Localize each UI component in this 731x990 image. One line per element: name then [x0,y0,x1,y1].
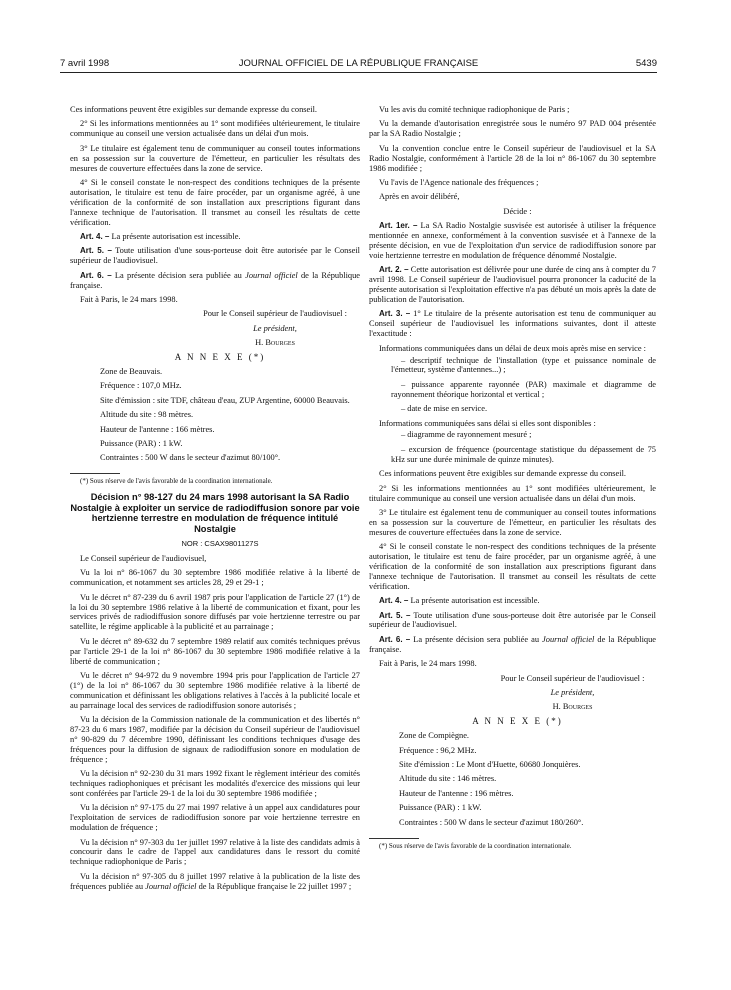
visa-paragraph: Vu la décision n° 97-305 du 8 juillet 1997 relative à la publication de la liste des fréquences publiée au Journal officiel de la République française le 22 juillet 1997 ; [70,871,360,891]
article-label: Art. 5. – [80,246,112,256]
article-text: Cette autorisation est délivrée pour une durée de cinq ans à compter du 7 avril 1998. Le Conseil supérieur de l'audiovisuel pourra prononcer la caducité de la présente autorisation si l'exploitation effective n'a pas débuté un mois après la date de publication de l'autorisation. [369,265,656,304]
article-2 [369,265,656,305]
annexe-block [369,731,656,827]
text-line: Vu la décision n° 97-303 du 1er juillet 1997 relative à la liste des candidats admis à concourir dans le cadre de l'appel aux candidatures dans le ressort du comité technique radiophonique de Paris ; [70,837,360,867]
text-line: Vu les avis du comité technique radiophonique de Paris ; [379,105,570,114]
article-text: 1° Le titulaire de la présente autorisation est tenu de communiquer au Conseil supérieur de l'audiovisuel les informations suivantes, dont il atteste l'exactitude : [369,309,656,339]
article-text: La présente décision sera publiée au [111,270,246,280]
journal-link-text: Journal officiel [245,270,298,280]
text-line: Vu le décret n° 89-632 du 7 septembre 1989 relatif aux comités techniques prévus par l'article 29-1 de la loi n° 86-1067 du 30 septembre 1986 modifiée relative à la liberté de communication ; [70,636,360,666]
article-text: Toute utilisation d'une sous-porteuse doit être autorisée par le Conseil supérieur de l'audiovisuel. [70,246,361,266]
text-line: Puissance (PAR) : 1 kW. [399,803,482,813]
text-line: Altitude du site : 98 mètres. [100,410,194,420]
article-label: Art. 6. – [80,270,112,280]
text-line: Hauteur de l'antenne : 196 mètres. [399,788,514,798]
text-line: Contraintes : 500 W dans le secteur d'azimut 180/260°. [399,817,584,827]
info-intro: Informations communiquées sans délai si elles sont disponibles : [379,418,596,428]
footnote: (*) Sous réserve de l'avis favorable de la coordination internationale. [80,477,273,486]
article-text: La SA Radio Nostalgie susvisée est autorisée à utiliser la fréquence mentionnée en annexe, conformément à la convention susvisée et à l'annexe de la présente décision, en vue de l'exploitation d'un service de radiodiffusion sonore par voie hertzienne terrestre en modulation de fréquence dénommé Nostalgie. [369,221,657,260]
text-line: Hauteur de l'antenne : 166 mètres. [100,424,215,434]
article-label: Art. 4. – [379,596,409,606]
text-line: – date de mise en service. [401,404,488,414]
article-text: La présente autorisation est incessible. [408,596,540,606]
paragraph: 4° Si le conseil constate le non-respect des conditions techniques de la présente autorisation, le titulaire est tenu de faire procéder, par un organisme agréé, à une vérification de la conformité de son installation aux prescriptions figurant dans l'annexe technique de l'autorisation. Il transmet au conseil les résultats de cette vérification. [70,177,360,227]
text-line: Le Conseil supérieur de l'audiovisuel, [80,553,207,563]
article-text: La présente décision sera publiée au [410,634,543,644]
article-6 [369,635,656,655]
article-text: de la République française. [70,270,361,290]
article-3 [369,309,656,339]
header-date: 7 avril 1998 [60,58,110,69]
article-text: La présente autorisation est incessible. [109,231,241,241]
text-line: Zone de Beauvais. [100,367,163,377]
text-line: Site d'émission : site TDF, château d'eau, ZUP Argentine, 60000 Beauvais. [100,395,350,405]
text-line: Vu la décision n° 97-175 du 27 mai 1997 relative à un appel aux candidatures pour l'exploitation de services de radiodiffusion sonore par voie hertzienne terrestre en modulation de fréquence ; [70,803,360,833]
info-list [369,356,656,415]
text-line: Vu l'avis de l'Agence nationale des fréquences ; [379,177,539,187]
text-line: Vu la demande d'autorisation enregistrée sous le numéro 97 PAD 004 présentée par la SA Radio Nostalgie ; [369,119,656,139]
article-label: Art. 4. – [80,231,110,241]
paragraph: 4° Si le conseil constate le non-respect des conditions techniques de la présente autorisation, le titulaire est tenu de faire procéder, par un organisme agréé, à une vérification de la conformité de son installation aux prescriptions figurant dans l'annexe technique de l'autorisation. Il transmet au conseil les résultats de cette vérification. [369,542,656,591]
text-line: Vu la loi n° 86-1067 du 30 septembre 1986 modifiée relative à la liberté de communication, et notamment ses articles 28, 29 et 29-1 ; [70,568,360,588]
info-intro: Informations communiquées dans un délai de deux mois après mise en service : [379,343,646,353]
article-label: Art. 5. – [379,610,411,620]
visas-block [70,554,360,867]
text-line: Vu la convention conclue entre le Conseil supérieur de l'audiovisuel et la SA Radio Nostalgie, conformément à l'article 28 de la loi n° 86-1067 du 30 septembre 1986 modifiée ; [369,143,656,173]
left-column [70,105,360,892]
annexe-heading: A N N E X E (*) [472,715,563,726]
article-5 [369,611,656,631]
article-text: Toute utilisation d'une sous-porteuse doit être autorisée par le Conseil supérieur de l'audiovisuel. [369,610,657,630]
paragraph: Ces informations peuvent être exigibles sur demande expresse du conseil. [379,469,626,479]
paragraph: 2° Si les informations mentionnées au 1° sont modifiées ultérieurement, le titulaire communique au conseil une version actualisée dans un délai d'un mois. [369,483,656,503]
signature-line: Pour le Conseil supérieur de l'audiovisuel : [500,673,645,683]
text-line: Contraintes : 500 W dans le secteur d'azimut 80/100°. [100,453,281,463]
text-line: – excursion de fréquence (pourcentage statistique du dépassement de 75 kHz sur une durée minimale de quinze minutes). [391,444,656,464]
header-rule [60,72,657,73]
decision-title: Décision n° 98-127 du 24 mars 1998 autorisant la SA Radio Nostalgie à exploiter un service de radiodiffusion sonore par voie hertzienne terrestre en modulation de fréquence intitulé Nostalgie [70,491,360,535]
article-5 [70,246,360,266]
right-column [369,105,656,856]
fait-date: Fait à Paris, le 24 mars 1998. [80,295,178,304]
text-line: Puissance (PAR) : 1 kW. [100,439,183,449]
visas-block [369,105,656,202]
text-line: Vu le décret n° 94-972 du 9 novembre 1994 pris pour l'application de l'article 27 (1°) de la loi n° 86-1067 du 30 septembre 1986 modifiée relative à la liberté de communication et définissant les obligations relatives à l'accès à la publicité locale et au parrainage local des services de radiodiffusion sonore autorisés ; [70,670,360,710]
text-line: Vu le décret n° 87-239 du 6 avril 1987 pris pour l'application de l'article 27 (1°) de la loi du 30 septembre 1986 relative à la liberté de communication et fixant, pour les services privés de radiodiffusion sonore diffusés par voie hertzienne terrestre ou par satellite, le régime applicable à la publicité et au parrainage ; [70,592,360,632]
article-1 [369,221,656,261]
text-line: Fréquence : 107,0 MHz. [100,381,182,391]
text-line: Vu la décision de la Commission nationale de la communication et des libertés n° 87-23 du 6 mars 1987, modifiée par la décision du Conseil supérieur de l'audiovisuel n° 90-829 du 7 décembre 1990, définissant les conditions techniques d'usage des fréquences pour la diffusion de signaux de radiodiffusion sonore en modulation de fréquence ; [70,715,360,764]
article-6 [70,271,360,291]
paragraph: Ces informations peuvent être exigibles sur demande expresse du conseil. [70,105,317,114]
article-4 [369,596,656,606]
nor-reference: NOR : CSAX9801127S [181,539,259,549]
annexe-heading: A N N E X E (*) [174,351,266,362]
text-line: Vu la décision n° 92-230 du 31 mars 1992 fixant le règlement intérieur des comités techniques radiophoniques et précisant les modalités d'exercice des missions qui leur sont conférées par l'article 29-1 de la loi du 30 septembre 1986 modifiée ; [70,769,360,798]
info-list [369,430,656,464]
paragraph: 3° Le titulaire est également tenu de communiquer au conseil toutes informations en sa possession sur la couverture de l'émetteur, en particulier les résultats des mesures de couverture effectuées dans la zone de service. [70,143,360,173]
article-label: Art. 1er. – [379,221,418,231]
text-line: Fréquence : 96,2 MHz. [399,745,477,755]
text-line: Site d'émission : Le Mont d'Huette, 60680 Jonquières. [399,760,581,770]
signature-name: H. Bourges [552,702,593,712]
text-line: – descriptif technique de l'installation (type et puissance nominale de l'émetteur, système d'antennes...) ; [391,355,656,375]
footnote-rule [369,838,419,839]
signature-name: H. Bourges [255,338,295,348]
article-label: Art. 6. – [379,634,411,644]
header-page-number: 5439 [635,58,657,69]
article-label: Art. 2. – [379,265,409,275]
article-text: de la République française. [369,634,657,654]
paragraph: 3° Le titulaire est également tenu de communiquer au conseil toutes informations en sa possession sur la couverture de l'émetteur, en particulier les résultats des mesures de couverture effectuées dans la zone de service. [369,507,656,537]
header-journal-title: JOURNAL OFFICIEL DE LA RÉPUBLIQUE FRANÇAISE [238,58,479,69]
fait-date: Fait à Paris, le 24 mars 1998. [379,659,477,669]
text-line: – puissance apparente rayonnée (PAR) maximale et diagramme de rayonnement théorique horizontal et vertical ; [391,379,656,399]
text-line: – diagramme de rayonnement mesuré ; [401,430,532,440]
signature-line: Pour le Conseil supérieur de l'audiovisuel : [203,309,347,319]
article-4 [70,232,360,242]
text-line: Altitude du site : 146 mètres. [399,774,497,784]
footnote: (*) Sous réserve de l'avis favorable de la coordination internationale. [379,841,572,850]
paragraph: 2° Si les informations mentionnées au 1° sont modifiées ultérieurement, le titulaire communique au conseil une version actualisée dans un délai d'un mois. [70,119,360,139]
decide-heading: Décide : [503,206,532,216]
signature-title: Le président, [253,323,297,333]
footnote-rule [70,473,120,474]
annexe-block [70,367,360,463]
text-line: Zone de Compiègne. [399,731,470,741]
article-label: Art. 3. – [379,309,411,319]
journal-link-text: Journal officiel [542,634,595,644]
signature-title: Le président, [550,688,595,697]
text-line: Après en avoir délibéré, [379,192,460,202]
